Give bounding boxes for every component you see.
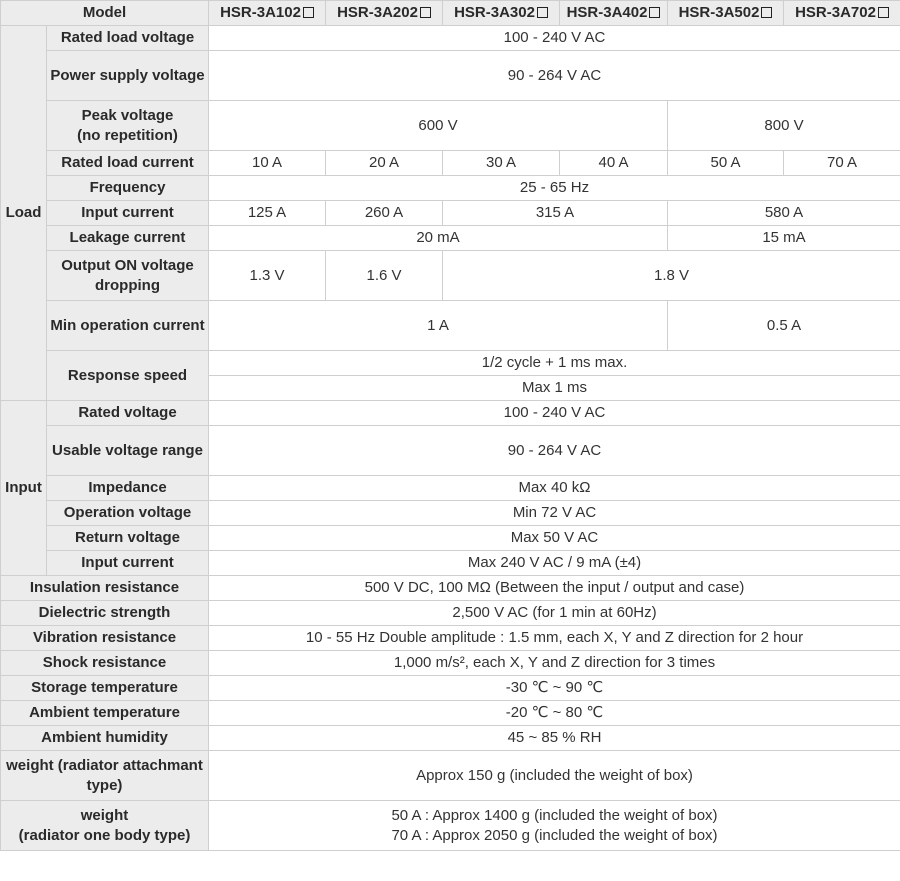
model-name: HSR-3A502 bbox=[678, 4, 760, 21]
label-line: (radiator one body type) bbox=[18, 826, 191, 844]
row-value: 45 ~ 85 % RH bbox=[209, 726, 900, 751]
model-name: HSR-3A402 bbox=[566, 4, 648, 21]
table-row bbox=[1, 151, 900, 176]
row-label: Shock resistance bbox=[1, 651, 209, 676]
row-value: Max 40 kΩ bbox=[209, 476, 900, 501]
row-value: 10 A bbox=[209, 151, 326, 176]
value-line: 70 A : Approx 2050 g (included the weight of box) bbox=[391, 826, 718, 844]
table-row bbox=[1, 526, 900, 551]
header-row bbox=[1, 1, 900, 26]
row-value: 90 - 264 V AC bbox=[209, 426, 900, 476]
row-value: 1/2 cycle + 1 ms max. bbox=[209, 351, 900, 376]
table-row bbox=[1, 551, 900, 576]
row-label bbox=[47, 251, 209, 301]
row-value: 1.6 V bbox=[326, 251, 443, 301]
group-label-input: Input bbox=[1, 401, 47, 576]
row-value: 800 V bbox=[668, 101, 900, 151]
row-label: Response speed bbox=[47, 351, 209, 401]
row-value: 15 mA bbox=[668, 226, 900, 251]
row-label: Input current bbox=[47, 551, 209, 576]
row-value: -20 ℃ ~ 80 ℃ bbox=[209, 701, 900, 726]
label-line: weight bbox=[80, 806, 129, 824]
model-header-5 bbox=[668, 1, 784, 26]
row-value: 0.5 A bbox=[668, 301, 900, 351]
row-value: 1 A bbox=[209, 301, 668, 351]
table-row bbox=[1, 401, 900, 426]
row-value: Min 72 V AC bbox=[209, 501, 900, 526]
table-row bbox=[1, 651, 900, 676]
row-label: Ambient humidity bbox=[1, 726, 209, 751]
row-value: 70 A bbox=[784, 151, 900, 176]
table-row bbox=[1, 726, 900, 751]
row-value: 100 - 240 V AC bbox=[209, 26, 900, 51]
row-value: 1,000 m/s², each X, Y and Z direction for 3 times bbox=[209, 651, 900, 676]
table-row bbox=[1, 176, 900, 201]
row-value: 40 A bbox=[560, 151, 668, 176]
row-label: Operation voltage bbox=[47, 501, 209, 526]
label-line: (no repetition) bbox=[77, 126, 178, 144]
model-name: HSR-3A302 bbox=[454, 4, 535, 21]
table-row bbox=[1, 226, 900, 251]
row-value: -30 ℃ ~ 90 ℃ bbox=[209, 676, 900, 701]
table-row bbox=[1, 601, 900, 626]
row-value: 315 A bbox=[443, 201, 668, 226]
model-name: HSR-3A202 bbox=[337, 4, 418, 21]
row-label: Frequency bbox=[47, 176, 209, 201]
row-value: Max 1 ms bbox=[209, 376, 900, 401]
row-value: 20 mA bbox=[209, 226, 668, 251]
row-value: 600 V bbox=[209, 101, 668, 151]
row-label: Vibration resistance bbox=[1, 626, 209, 651]
row-label: Power supply voltage bbox=[47, 51, 209, 101]
model-label: Model bbox=[1, 1, 209, 26]
table-row bbox=[1, 201, 900, 226]
row-label: Rated load voltage bbox=[47, 26, 209, 51]
label-line: dropping bbox=[95, 276, 160, 294]
checkbox-square-icon bbox=[303, 7, 314, 18]
table-row bbox=[1, 801, 900, 851]
checkbox-square-icon bbox=[537, 7, 548, 18]
table-row bbox=[1, 426, 900, 476]
row-value: 50 A bbox=[668, 151, 784, 176]
row-value: 260 A bbox=[326, 201, 443, 226]
table-row bbox=[1, 26, 900, 51]
table-row bbox=[1, 251, 900, 301]
row-value: 10 - 55 Hz Double amplitude : 1.5 mm, each X, Y and Z direction for 2 hour bbox=[209, 626, 900, 651]
model-name: HSR-3A102 bbox=[220, 4, 301, 21]
checkbox-square-icon bbox=[761, 7, 772, 18]
row-value: 1.8 V bbox=[443, 251, 900, 301]
row-label: Rated voltage bbox=[47, 401, 209, 426]
row-value: 20 A bbox=[326, 151, 443, 176]
row-value: 100 - 240 V AC bbox=[209, 401, 900, 426]
table-row bbox=[1, 51, 900, 101]
row-value: 90 - 264 V AC bbox=[209, 51, 900, 101]
row-value: Max 240 V AC / 9 mA (±4) bbox=[209, 551, 900, 576]
checkbox-square-icon bbox=[420, 7, 431, 18]
model-header-3 bbox=[443, 1, 560, 26]
row-label: Insulation resistance bbox=[1, 576, 209, 601]
row-value: Max 50 V AC bbox=[209, 526, 900, 551]
label-line: Peak voltage bbox=[81, 106, 174, 124]
table-row bbox=[1, 501, 900, 526]
table-row bbox=[1, 576, 900, 601]
row-label: Impedance bbox=[47, 476, 209, 501]
row-label: Usable voltage range bbox=[47, 426, 209, 476]
table-row bbox=[1, 101, 900, 151]
row-label bbox=[1, 751, 209, 801]
row-label: Ambient temperature bbox=[1, 701, 209, 726]
row-label bbox=[47, 101, 209, 151]
model-header-4 bbox=[560, 1, 668, 26]
row-value: Approx 150 g (included the weight of box) bbox=[209, 751, 900, 801]
row-value: 2,500 V AC (for 1 min at 60Hz) bbox=[209, 601, 900, 626]
label-line: weight (radiator attachmant bbox=[6, 756, 203, 774]
row-value: 500 V DC, 100 MΩ (Between the input / output and case) bbox=[209, 576, 900, 601]
row-value: 1.3 V bbox=[209, 251, 326, 301]
table-row bbox=[1, 701, 900, 726]
row-label: Input current bbox=[47, 201, 209, 226]
row-label: Storage temperature bbox=[1, 676, 209, 701]
row-value: 30 A bbox=[443, 151, 560, 176]
table-row bbox=[1, 676, 900, 701]
model-header-1 bbox=[209, 1, 326, 26]
group-label-load: Load bbox=[1, 26, 47, 401]
row-label: Rated load current bbox=[47, 151, 209, 176]
row-value bbox=[209, 801, 900, 851]
row-label: Min operation current bbox=[47, 301, 209, 351]
row-value: 125 A bbox=[209, 201, 326, 226]
checkbox-square-icon bbox=[649, 7, 660, 18]
model-name: HSR-3A702 bbox=[795, 4, 876, 21]
row-label: Dielectric strength bbox=[1, 601, 209, 626]
row-label bbox=[1, 801, 209, 851]
row-value: 25 - 65 Hz bbox=[209, 176, 900, 201]
row-label: Leakage current bbox=[47, 226, 209, 251]
row-label: Return voltage bbox=[47, 526, 209, 551]
value-line: 50 A : Approx 1400 g (included the weight of box) bbox=[391, 806, 718, 824]
table-row bbox=[1, 351, 900, 376]
table-row bbox=[1, 301, 900, 351]
label-line: Output ON voltage bbox=[61, 256, 194, 274]
table-row bbox=[1, 751, 900, 801]
table-row bbox=[1, 476, 900, 501]
row-value: 580 A bbox=[668, 201, 900, 226]
label-line: type) bbox=[86, 776, 123, 794]
model-header-2 bbox=[326, 1, 443, 26]
table-row bbox=[1, 626, 900, 651]
checkbox-square-icon bbox=[878, 7, 889, 18]
model-header-6 bbox=[784, 1, 900, 26]
